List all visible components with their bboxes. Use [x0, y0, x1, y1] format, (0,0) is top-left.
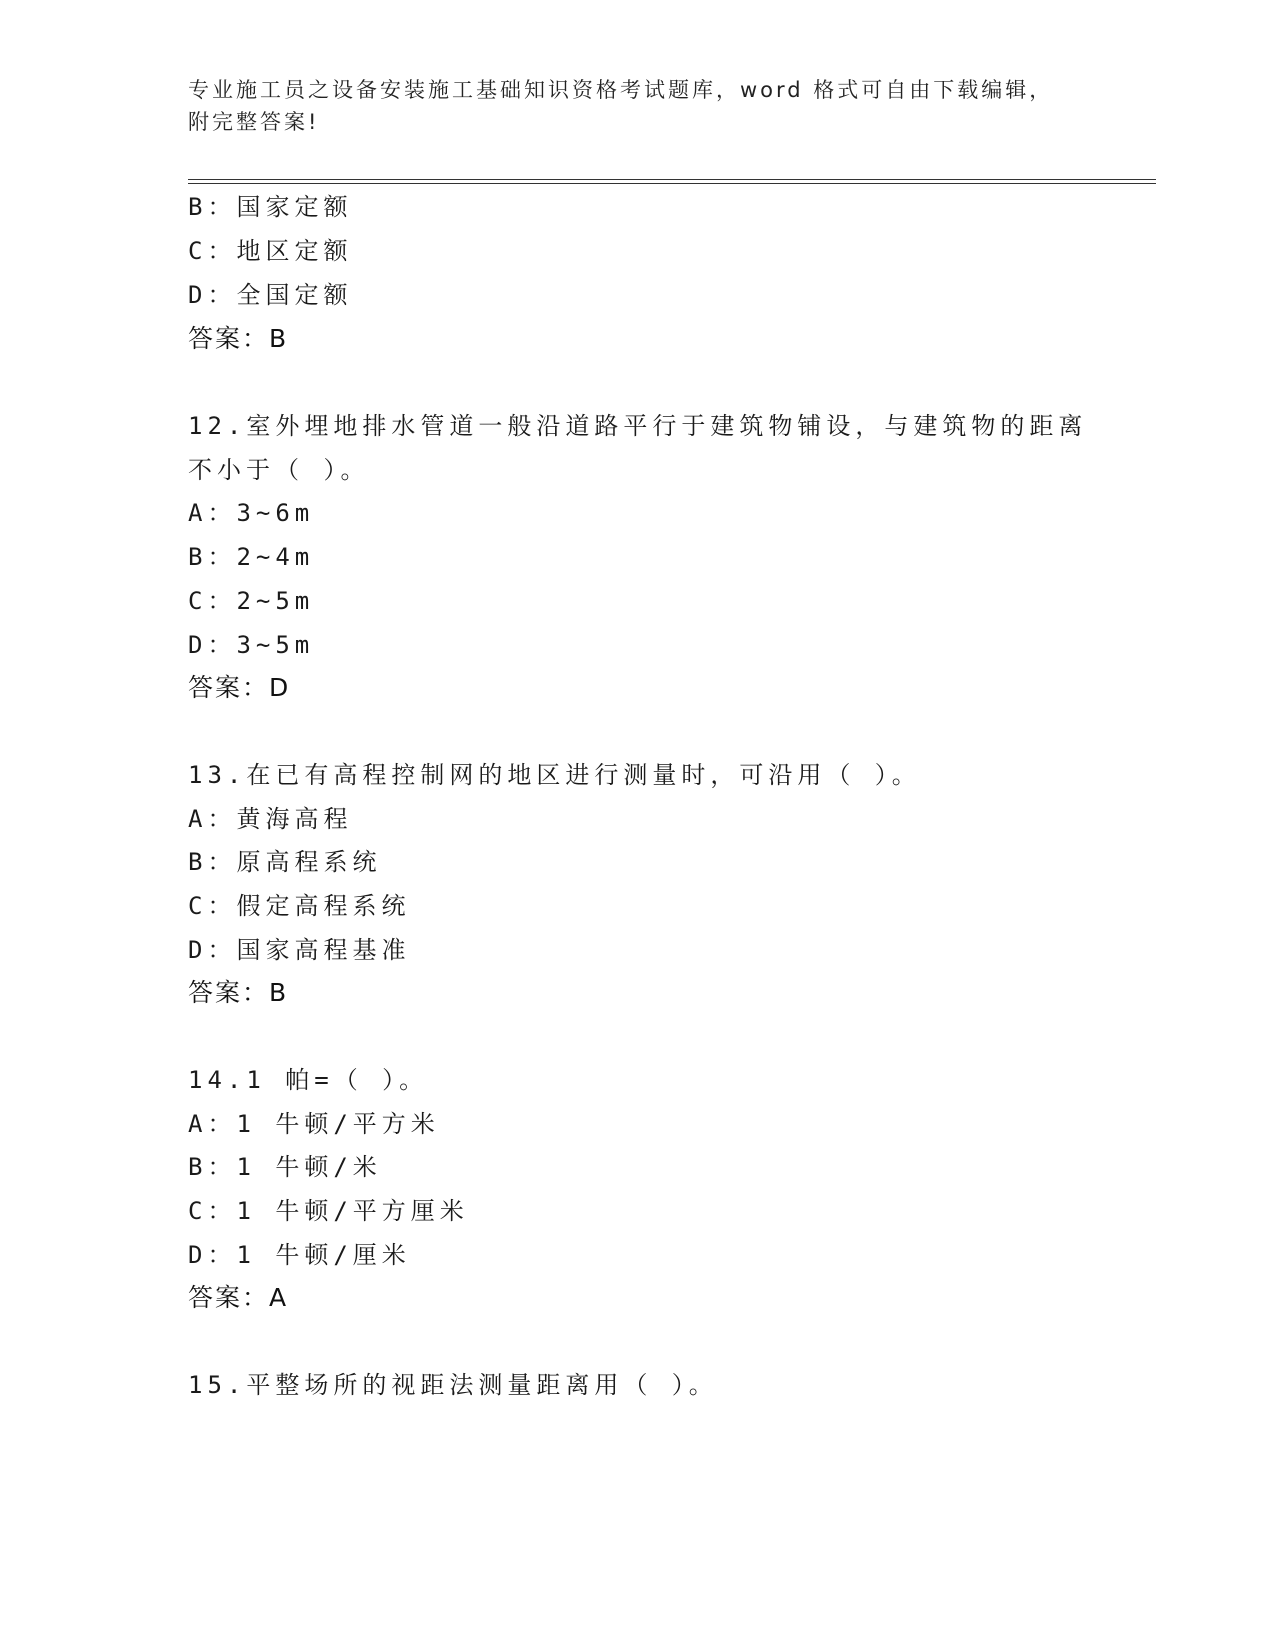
- q11-answer: 答案：B: [188, 324, 289, 353]
- document-header: [188, 74, 1088, 138]
- q14-answer: 答案：A: [188, 1283, 289, 1312]
- q13-option-b: B：原高程系统: [188, 848, 382, 876]
- q13-option-c: C：假定高程系统: [188, 892, 411, 920]
- q14-option-a: A：1 牛顿/平方米: [188, 1110, 440, 1138]
- q12-stem-line-1: 12.室外埋地排水管道一般沿道路平行于建筑物铺设，与建筑物的距离: [188, 412, 1088, 440]
- q11-option-d: D：全国定额: [188, 281, 353, 309]
- header-divider-bottom: [188, 183, 1156, 184]
- q15-stem: 15.平整场所的视距法测量距离用（ ）。: [188, 1371, 718, 1399]
- q13-option-a: A：黄海高程: [188, 805, 353, 833]
- q11-option-c: C：地区定额: [188, 237, 353, 265]
- q13-answer: 答案：B: [188, 978, 289, 1007]
- header-line-1: 专业施工员之设备安装施工基础知识资格考试题库，word 格式可自由下载编辑，: [188, 78, 1054, 102]
- q14-stem: 14.1 帕=（ ）。: [188, 1066, 429, 1094]
- q13-option-d: D：国家高程基准: [188, 936, 411, 964]
- q12-option-c: C：2~5m: [188, 587, 315, 615]
- q12-option-a: A：3~6m: [188, 499, 315, 527]
- q13-stem: 13.在已有高程控制网的地区进行测量时，可沿用（ ）。: [188, 761, 921, 789]
- q14-option-d: D：1 牛顿/厘米: [188, 1241, 411, 1269]
- q11-option-b: B：国家定额: [188, 193, 353, 221]
- q12-answer: 答案：D: [188, 673, 291, 702]
- q12-stem-line-2: 不小于（ ）。: [188, 456, 370, 484]
- header-line-2: 附完整答案!: [188, 110, 320, 134]
- q12-option-d: D：3~5m: [188, 631, 315, 659]
- q14-option-b: B：1 牛顿/米: [188, 1153, 382, 1181]
- q12-option-b: B：2~4m: [188, 543, 315, 571]
- header-divider-top: [188, 179, 1156, 180]
- q14-option-c: C：1 牛顿/平方厘米: [188, 1197, 469, 1225]
